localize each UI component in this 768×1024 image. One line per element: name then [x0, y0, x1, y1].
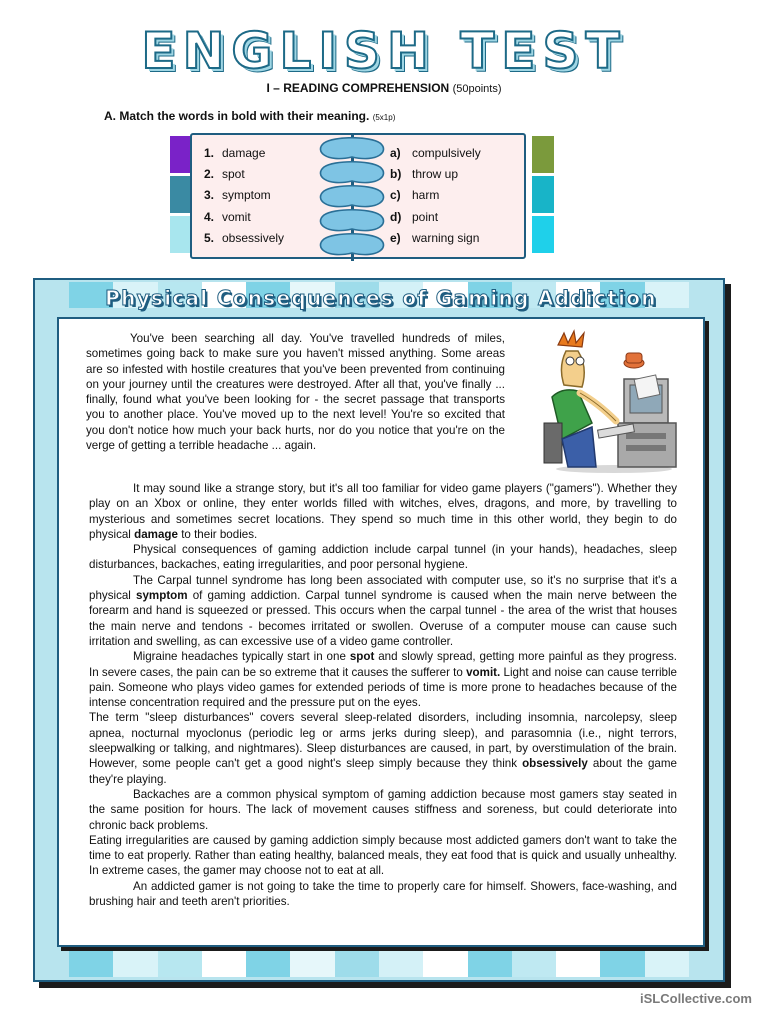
instruction-points: (5x1p) — [372, 113, 396, 122]
bar-segment — [246, 951, 290, 977]
bar-segment — [600, 951, 644, 977]
bar-segment — [113, 951, 157, 977]
gamer-illustration-icon — [522, 327, 682, 475]
paragraph: Eating irregularities are caused by gaming addiction simply because most addicted gamers don't want to take the time to eat properly. Rather than eating healthy, balanced meals, they eat food that is quick and usually unhealthy. In extreme cases, the gamer may choose not to eat at all. — [89, 833, 677, 878]
paragraph: An addicted gamer is not going to take the time to properly care for himself. Showers, face-washing, and brushing hair and teeth aren't priorities. — [89, 879, 677, 909]
section-heading — [0, 81, 768, 95]
bold-word-damage: damage — [134, 527, 178, 541]
meaning-item: c) harm — [390, 188, 440, 203]
left-color-stripes — [170, 136, 192, 254]
bar-segment — [69, 951, 113, 977]
stripe — [532, 136, 554, 173]
meaning-item: e) warning sign — [390, 230, 480, 245]
paragraph: Physical consequences of gaming addiction include carpal tunnel (in your hands), headaches, sleep disturbances, backaches, eating irregularities, and poor personal hygiene. — [89, 543, 677, 572]
paragraph: You've been searching all day. You've travelled hundreds of miles, sometimes going back to make sure you haven't missed anything. Some areas are so infested with hostile creatures that you've been prevented from continuing on your journey until the creatures were destroyed. After all that, you've finally ... finally, found what you've been looking for - the secret passage that transports you to another place. You've moved up to the next level! You're so excited that you don't notice how much your back hurts, nor do you notice that you're on the verge of getting a terrible headache ... again. — [86, 332, 505, 453]
watermark: iSLCollective.com — [640, 991, 752, 1006]
bold-word-vomit: vomit. — [466, 665, 501, 679]
word-item: 5. obsessively — [204, 230, 285, 245]
word-item: 4. vomit — [204, 209, 251, 224]
paragraph: Migraine headaches typically start in one spot and slowly spread, getting more painful as they progress. In severe cases, the pain can be so extreme that it causes the sufferer to vomit. Light and noise can cause terrible pain. Someone who plays video games for extended periods of time is more prone to headaches because of the intense concentration required and the pressure put on the eyes. — [89, 650, 677, 710]
section-label: I – READING COMPREHENSION — [266, 81, 450, 95]
bar-segment — [645, 951, 689, 977]
stripe — [532, 176, 554, 213]
word-item: 1. damage — [204, 146, 266, 160]
exercise-instruction — [104, 109, 395, 123]
spiral-binding-icon — [316, 137, 388, 261]
bar-segment — [556, 951, 600, 977]
matching-box — [190, 133, 526, 259]
instruction-text: A. Match the words in bold with their meaning. — [104, 109, 370, 123]
meaning-item: a) compulsively — [390, 146, 481, 160]
meanings-column — [390, 143, 481, 249]
bar-segment — [158, 951, 202, 977]
main-paragraph-block — [89, 481, 677, 909]
right-color-stripes — [532, 136, 554, 254]
bar-segment — [512, 951, 556, 977]
bar-segment — [290, 951, 334, 977]
meaning-item: d) point — [390, 209, 439, 224]
bar-segment — [423, 951, 467, 977]
paragraph: The Carpal tunnel syndrome has long been associated with computer use, so it's no surprise that it's a physical symptom of gaming addiction. Carpal tunnel syndrome is caused when the main nerve between the forearm and hand is squeezed or pressed. This occurs when the carpal tunnel - the area of the wrist that houses the main nerve and tendons - becomes irritated or swollen. Overuse of a computer mouse can cause such irritation and swelling, as can excessive use of a video game controller. — [89, 573, 678, 648]
decorative-bar-bottom — [69, 951, 689, 977]
article-body — [57, 317, 705, 947]
section-points: (50points) — [452, 83, 502, 95]
word-item: 3. symptom — [204, 188, 271, 203]
article-title: Physical Consequences of Gaming Addiction — [105, 286, 657, 310]
stripe — [170, 176, 192, 213]
paragraph: Backaches are a common physical symptom of gaming addiction because most gamers stay seated in the same position for hours. The lack of movement causes stiffness and soreness, but could deteriorate into chronic back problems. — [89, 787, 677, 832]
stripe — [170, 216, 192, 253]
bold-word-obsessively: obsessively — [522, 757, 588, 771]
bar-segment — [335, 951, 379, 977]
page-title: ENGLISH TEST — [141, 22, 627, 80]
meaning-item: b) throw up — [390, 167, 459, 182]
bar-segment — [202, 951, 246, 977]
paragraph: The term "sleep disturbances" covers several sleep-related disorders, including insomnia, narcolepsy, sleep apnea, nocturnal myoclonus (periodic leg or arms jerks during sleep), and parasomnia (i.e., night terrors, sleepwalking or talking, and nightmares). Sleep disturbances are caused, in part, by overstimulation of the brain. However, some people can't get a good night's sleep simply because they think obsessively about the game they're playing. — [89, 711, 677, 786]
bold-word-spot: spot — [349, 650, 375, 664]
article-frame — [33, 278, 725, 982]
bar-segment — [379, 951, 423, 977]
bold-word-symptom: symptom — [136, 589, 188, 603]
bar-segment — [468, 951, 512, 977]
stripe — [170, 136, 192, 173]
intro-paragraph-block — [86, 331, 505, 453]
word-item: 2. spot — [204, 167, 245, 182]
stripe — [532, 216, 554, 253]
words-column — [204, 143, 284, 249]
paragraph: It may sound like a strange story, but it's all too familiar for video game players ("gamers"). Whether they play on an Xbox or online, they enter worlds filled with witches, elves, dragons, and more, by travelling to mysterious and sometimes secret locations. They spend so much time in this other world, they begin to do physical damage to their bodies. — [89, 482, 677, 541]
